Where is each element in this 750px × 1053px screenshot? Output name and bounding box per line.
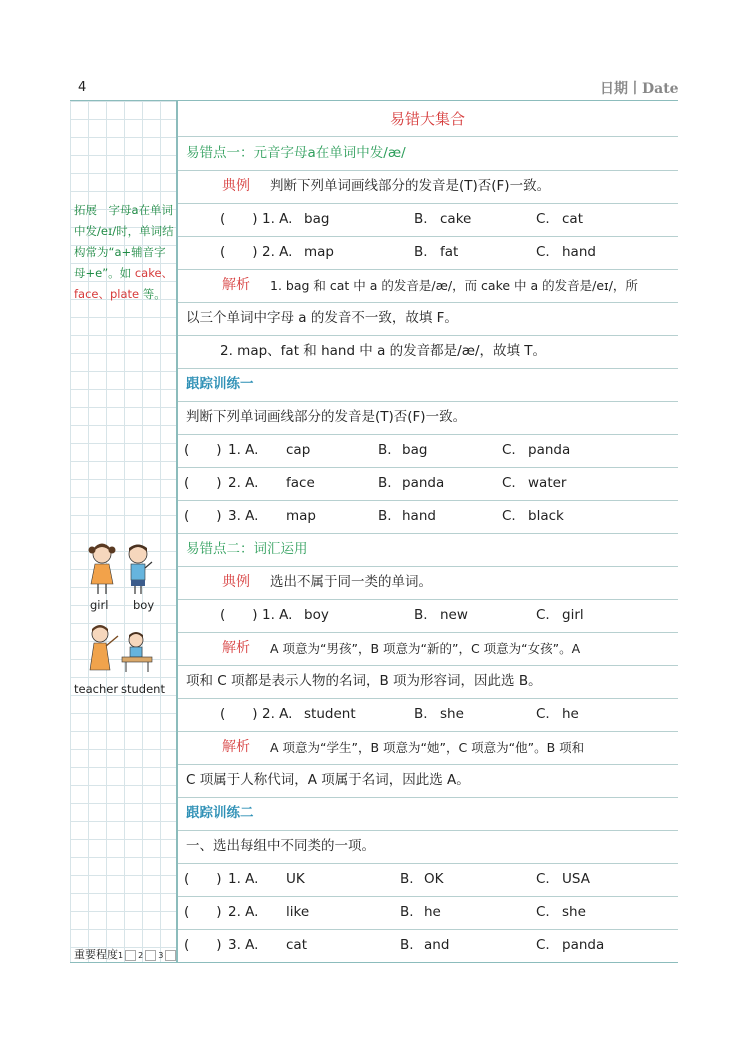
teacher-figure	[90, 625, 118, 670]
point1-heading-row	[178, 137, 678, 171]
point1-example-row	[178, 170, 678, 204]
bottom-divider	[70, 962, 678, 963]
question-row: ( ) 1. A. cap B. bag C. panda	[178, 434, 678, 468]
practice2-heading: 跟踪训练二	[186, 805, 254, 821]
analysis-row: 以三个单词中字母 a 的发音不一致，故填 F。	[178, 302, 678, 336]
question-row: ( ) 1. A. boy B. new C. girl	[178, 599, 678, 633]
point2-heading: 易错点二：词汇运用	[186, 541, 308, 557]
analysis-row: C 项属于人称代词，A 项属于名词，因此选 A。	[178, 764, 678, 798]
boy-label: boy	[133, 598, 155, 612]
example-instruction: 判断下列单词画线部分的发音是(T)否(F)一致。	[270, 178, 551, 194]
point2-example-row: 典例 选出不属于同一类的单词。	[178, 566, 678, 600]
point1-heading: 易错点一：元音字母a在单词中发/æ/	[186, 145, 406, 161]
example-tag: 典例	[222, 178, 250, 194]
analysis-row: 项和 C 项都是表示人物的名词，B 项为形容词，因此选 B。	[178, 665, 678, 699]
importance-rating: 重要程度1 2 3	[74, 946, 178, 962]
question-row: ( ) 1. A. bag B. cake C. cat	[178, 203, 678, 237]
analysis-row: 2. map、fat 和 hand 中 a 的发音都是/æ/，故填 T。	[178, 335, 678, 369]
analysis-tag: 解析	[222, 739, 250, 755]
practice2-heading-row	[178, 797, 678, 831]
question-row: ( ) 2. A. face B. panda C. water	[178, 467, 678, 501]
teacher-label: teacher	[74, 682, 119, 696]
importance-box-1[interactable]	[125, 950, 136, 961]
question-row: ( ) 1. A. UK B. OK C. USA	[178, 863, 678, 897]
student-label: student	[121, 682, 165, 696]
analysis-row: 解析 A 项意为“男孩”，B 项意为“新的”，C 项意为“女孩”。A	[178, 632, 678, 666]
student-figure	[122, 632, 152, 672]
analysis-row: 解析 1. bag 和 cat 中 a 的发音是/æ/，而 cake 中 a 的发音是/eɪ/，所	[178, 269, 678, 303]
teacher-student-illustration	[84, 622, 164, 678]
importance-box-3[interactable]	[165, 950, 176, 961]
sidebar-note: 拓展 字母a在单词中发/eɪ/时，单词结构常为“a+辅音字母+e”。如 cake、face、plate 等。	[74, 203, 174, 301]
practice2-instruction-row: 一、选出每组中不同类的一项。	[178, 830, 678, 864]
point2-heading-row	[178, 533, 678, 567]
date-label: 日期丨Date	[600, 81, 679, 97]
question-row: ( ) 2. A. student B. she C. he	[178, 698, 678, 732]
title-row	[178, 103, 678, 137]
practice1-heading-row	[178, 368, 678, 402]
girl-boy-illustration	[82, 540, 162, 600]
question-row: ( ) 3. A. map B. hand C. black	[178, 500, 678, 534]
boy-figure	[129, 545, 152, 595]
analysis-tag: 解析	[222, 640, 250, 656]
question-row: ( ) 3. A. cat B. and C. panda	[184, 937, 605, 953]
girl-label: girl	[90, 598, 109, 612]
page-number: 4	[78, 80, 87, 95]
practice1-instruction-row: 判断下列单词画线部分的发音是(T)否(F)一致。	[178, 401, 678, 435]
analysis-tag: 解析	[222, 277, 250, 293]
example-tag: 典例	[222, 574, 250, 590]
page-title: 易错大集合	[390, 110, 466, 128]
practice1-heading: 跟踪训练一	[186, 376, 254, 392]
question-row: ( ) 2. A. like B. he C. she	[178, 896, 678, 930]
analysis-row: 解析 A 项意为“学生”，B 项意为“她”，C 项意为“他”。B 项和	[178, 731, 678, 765]
question-row: ( ) 2. A. map B. fat C. hand	[178, 236, 678, 270]
girl-figure	[89, 544, 116, 595]
importance-box-2[interactable]	[145, 950, 156, 961]
